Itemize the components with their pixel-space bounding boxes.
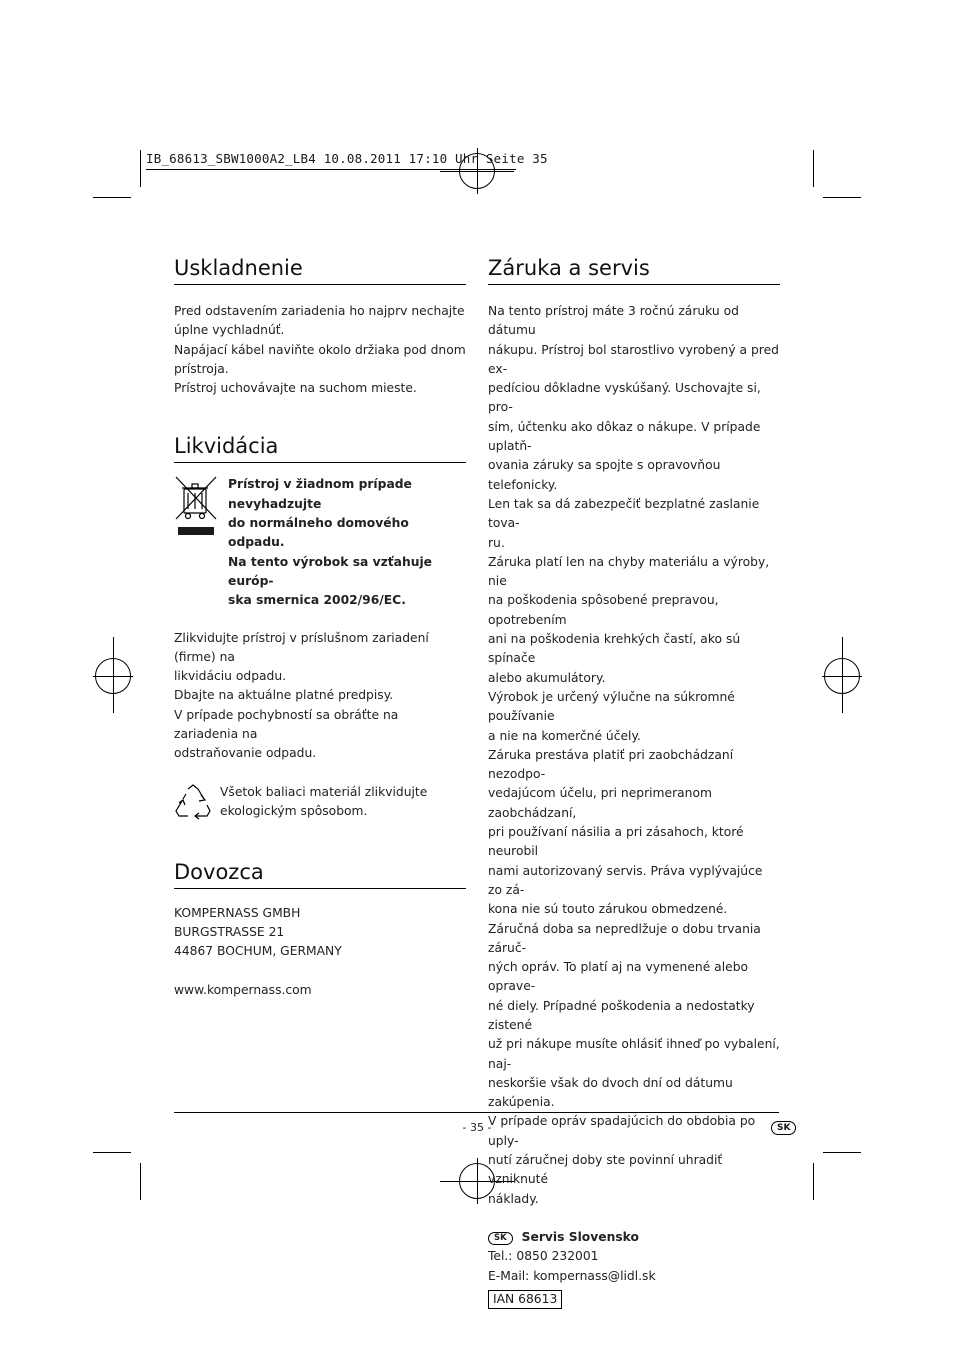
crop-mark bbox=[93, 197, 131, 198]
weee-notice bbox=[174, 475, 466, 610]
country-badge: SK bbox=[488, 1232, 513, 1245]
storage-line: Pred odstavením zariadenia ho najprv nechajte bbox=[174, 304, 465, 318]
disposal-line: Zlikvidujte prístroj v príslušnom zariadení (firme) na bbox=[174, 630, 429, 664]
warranty-line: ovania záruky sa spojte s opravovňou telefonicky. bbox=[488, 458, 721, 492]
importer-website: www.kompernass.com bbox=[174, 982, 312, 997]
storage-line: úplne vychladnúť. bbox=[174, 323, 285, 338]
recycle-line: ekologickým spôsobom. bbox=[220, 803, 368, 818]
warranty-line: už pri nákupe musíte ohlásiť ihneď po vybalení, naj- bbox=[488, 1037, 780, 1071]
recycle-line: Všetok baliaci materiál zlikvidujte bbox=[220, 784, 428, 799]
warranty-line: ani na poškodenia krehkých častí, ako sú spínače bbox=[488, 632, 741, 666]
warranty-line: Záruka prestáva platiť pri zaobchádzaní nezodpo- bbox=[488, 747, 734, 782]
section-title: Záruka a servis bbox=[488, 256, 650, 280]
warranty-line: na poškodenia spôsobené prepravou, opotrebením bbox=[488, 593, 719, 627]
warranty-line: nákupu. Prístroj bol starostlivo vyrobený a pred ex- bbox=[488, 342, 779, 376]
warranty-line: nutí záručnej doby ste povinní uhradiť vzniknuté bbox=[488, 1153, 723, 1187]
disposal-line: Dbajte na aktuálne platné predpisy. bbox=[174, 688, 394, 703]
page-number: - 35 - bbox=[462, 1121, 492, 1134]
warranty-line: nami autorizovaný servis. Práva vyplývajúce zo zá- bbox=[488, 863, 763, 897]
left-column bbox=[174, 255, 466, 1000]
warranty-line: né diely. Prípadné poškodenia a nedostatky zistené bbox=[488, 998, 755, 1032]
service-email: E-Mail: kompernass@lidl.sk bbox=[488, 1268, 656, 1283]
warranty-line: kona nie sú touto zárukou obmedzené. bbox=[488, 902, 728, 917]
service-phone: Tel.: 0850 232001 bbox=[488, 1249, 599, 1264]
ian-box: IAN 68613 bbox=[488, 1290, 562, 1309]
registration-mark-line bbox=[93, 676, 133, 677]
crop-mark bbox=[140, 1163, 141, 1200]
warranty-line: sím, účtenku ako dôkaz o nákupe. V prípade uplatň- bbox=[488, 419, 761, 454]
registration-mark-line bbox=[842, 637, 843, 713]
disposal-line: V prípade pochybností sa obráťte na zariadenia na bbox=[174, 707, 399, 742]
footer-lang-badge: SK bbox=[771, 1121, 796, 1135]
crop-mark bbox=[823, 1152, 861, 1153]
warranty-line: Výrobok je určený výlučne na súkromné používanie bbox=[488, 689, 735, 724]
warranty-line: náklady. bbox=[488, 1191, 539, 1206]
recycle-notice bbox=[174, 783, 466, 825]
storage-line: prístroja. bbox=[174, 361, 229, 376]
weee-line: do normálneho domového odpadu. bbox=[228, 516, 409, 550]
crossed-bin-icon bbox=[174, 475, 218, 610]
crop-mark bbox=[93, 1152, 131, 1153]
service-title: Servis Slovensko bbox=[521, 1229, 639, 1244]
weee-line: ska smernica 2002/96/EC. bbox=[228, 593, 406, 608]
warranty-text bbox=[488, 302, 780, 1209]
disposal-line: likvidáciu odpadu. bbox=[174, 669, 287, 684]
section-title: Likvidácia bbox=[174, 434, 279, 459]
service-heading bbox=[488, 1228, 780, 1247]
warranty-line: pri používaní násilia a pri zásahoch, ktoré neurobil bbox=[488, 825, 744, 859]
warranty-line: vedajúcom účelu, pri neprimeranom zaobchádzaní, bbox=[488, 786, 712, 820]
crop-mark bbox=[823, 197, 861, 198]
warranty-section bbox=[488, 255, 780, 1309]
warranty-line: neskoršie však do dvoch dní od dátumu zakúpenia. bbox=[488, 1075, 733, 1110]
section-title: Dovozca bbox=[174, 859, 264, 884]
importer-line: BURGSTRASSE 21 bbox=[174, 924, 285, 939]
footer-rule bbox=[174, 1112, 779, 1113]
storage-line: Napájací kábel naviňte okolo držiaka pod dnom bbox=[174, 342, 466, 357]
storage-section bbox=[174, 255, 466, 398]
registration-mark-line bbox=[113, 637, 114, 713]
disposal-line: odstraňovanie odpadu. bbox=[174, 746, 317, 761]
print-slug-rule bbox=[146, 169, 516, 170]
registration-mark-line bbox=[822, 676, 862, 677]
weee-line: Prístroj v žiadnom prípade nevyhadzujte bbox=[228, 477, 412, 511]
right-column bbox=[488, 255, 780, 1309]
section-title: Uskladnenie bbox=[174, 256, 303, 280]
warranty-line: Na tento prístroj máte 3 ročnú záruku od dátumu bbox=[488, 304, 739, 338]
crop-mark bbox=[813, 1163, 814, 1200]
recycle-icon bbox=[174, 783, 212, 825]
warranty-line: Záručná doba sa nepredlžuje o dobu trvania záruč- bbox=[488, 921, 761, 955]
storage-line: Prístroj uchovávajte na suchom mieste. bbox=[174, 381, 417, 396]
warranty-line: a nie na komerčné účely. bbox=[488, 728, 641, 743]
warranty-line: V prípade opráv spadajúcich do obdobia po uply- bbox=[488, 1114, 756, 1148]
warranty-line: Záruka platí len na chyby materiálu a výroby, nie bbox=[488, 554, 770, 589]
warranty-line: ru. bbox=[488, 535, 505, 550]
warranty-line: alebo akumulátory. bbox=[488, 670, 606, 685]
registration-mark-line bbox=[440, 171, 514, 172]
crop-mark bbox=[813, 150, 814, 187]
importer-line: 44867 BOCHUM, GERMANY bbox=[174, 944, 342, 959]
warranty-line: ných opráv. To platí aj na vymenené alebo oprave- bbox=[488, 960, 749, 994]
disposal-section bbox=[174, 433, 466, 824]
warranty-line: Len tak sa dá zabezpečiť bezplatné zaslanie tova- bbox=[488, 496, 760, 531]
importer-section bbox=[174, 859, 466, 1000]
crop-mark bbox=[140, 150, 141, 187]
warranty-line: pedíciou dôkladne vyskúšaný. Uschovajte si, pro- bbox=[488, 381, 761, 415]
print-slug: IB_68613_SBW1000A2_LB4 10.08.2011 17:10 Uhr Seite 35 bbox=[146, 151, 548, 166]
weee-line: Na tento výrobok sa vzťahuje európ- bbox=[228, 554, 433, 588]
importer-line: KOMPERNASS GMBH bbox=[174, 905, 301, 920]
